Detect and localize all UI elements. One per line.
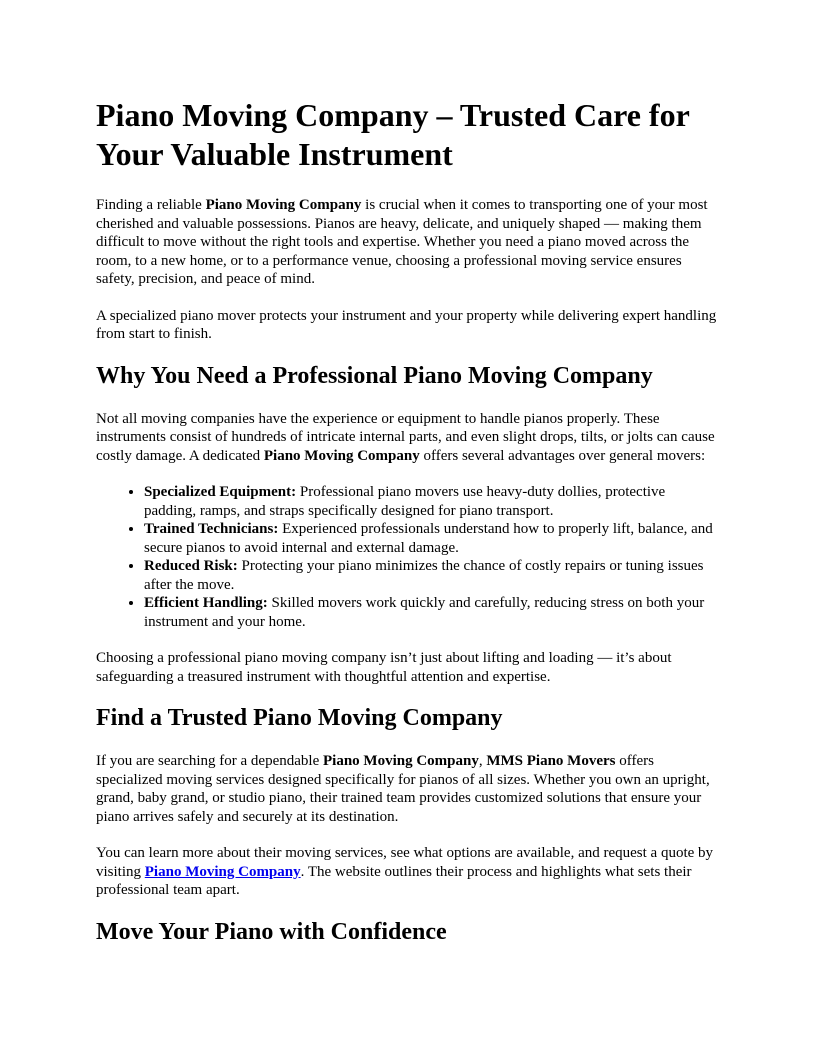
list-item-term: Trained Technicians: xyxy=(144,521,279,537)
list-item xyxy=(144,594,720,631)
section1-paragraph-1 xyxy=(96,410,720,466)
list-item-term: Specialized Equipment: xyxy=(144,484,297,500)
section2-p1-bold-2: MMS Piano Movers xyxy=(486,753,616,769)
section1-p1-bold: Piano Moving Company xyxy=(263,447,420,464)
section2-p2-text-end: . The website outlines their process and highlights what sets their professional team apart. xyxy=(96,863,692,898)
piano-moving-company-link[interactable]: Piano Moving Company xyxy=(144,863,301,880)
section2-paragraph-2 xyxy=(96,844,720,900)
page-title: Piano Moving Company – Trusted Care for Your Valuable Instrument xyxy=(96,97,690,172)
section2-p1-bold-1: Piano Moving Company xyxy=(322,753,479,769)
section1-p1-text-start: Not all moving companies have the experience or equipment to handle pianos properly. These instruments consist of hundreds of intricate internal parts, and even slight drops, tilts, or jolts can cause costly damage. A dedicated xyxy=(96,410,715,464)
intro-paragraph-1 xyxy=(96,196,720,289)
section-heading-find: Find a Trusted Piano Moving Company xyxy=(96,705,503,731)
section2-p2-text-start: You can learn more about their moving services, see what options are available, and request a quote by visiting xyxy=(96,845,714,880)
list-item xyxy=(144,483,720,520)
list-item-text: Protecting your piano minimizes the chance of costly repairs or tuning issues after the move. xyxy=(144,558,704,593)
intro-p1-bold: Piano Moving Company xyxy=(205,197,362,213)
section1-paragraph-2: Choosing a professional piano moving company isn’t just about lifting and loading — it’s about safeguarding a treasured instrument with thoughtful attention and expertise. xyxy=(96,650,672,685)
intro-p1-text-start: Finding a reliable xyxy=(96,197,206,213)
list-item xyxy=(144,520,720,557)
intro-p1-text-end: is crucial when it comes to transporting one of your most cherished and valuable possessions. Pianos are heavy, delicate, and uniquely shaped — making them difficult to move without the right tools and expertise. Whether you need a piano moved across the room, to a new home, or to a performance venue, choosing a professional moving service ensures safety, precision, and peace of mind. xyxy=(96,197,708,287)
section2-p1-text-start: If you are searching for a dependable xyxy=(96,753,323,769)
intro-paragraph-2: A specialized piano mover protects your instrument and your property while delivering expert handling from start to finish. xyxy=(96,307,717,342)
section1-p1-text-end: offers several advantages over general movers: xyxy=(419,447,706,464)
advantages-list xyxy=(96,483,720,631)
list-item-term: Reduced Risk: xyxy=(144,558,238,574)
list-item-text: Skilled movers work quickly and carefully, reducing stress on both your instrument and your home. xyxy=(144,595,705,630)
list-item-text: Experienced professionals understand how to properly lift, balance, and secure pianos to avoid internal and external damage. xyxy=(144,521,713,556)
section2-p1-text-end: offers specialized moving services designed specifically for pianos of all sizes. Whether you own an upright, grand, baby grand, or studio piano, their trained team provides customized solutions that ensure your piano arrives safely and securely at its destination. xyxy=(96,753,710,825)
section-heading-move: Move Your Piano with Confidence xyxy=(96,918,447,945)
section2-p1-separator: , xyxy=(478,753,487,769)
list-item xyxy=(144,557,720,594)
list-item-text: Professional piano movers use heavy-duty dollies, protective padding, ramps, and straps specifically designed for piano transport. xyxy=(144,484,666,519)
section-heading-why: Why You Need a Professional Piano Moving Company xyxy=(96,362,653,389)
list-item-term: Efficient Handling: xyxy=(144,595,268,611)
section2-paragraph-1 xyxy=(96,752,720,826)
